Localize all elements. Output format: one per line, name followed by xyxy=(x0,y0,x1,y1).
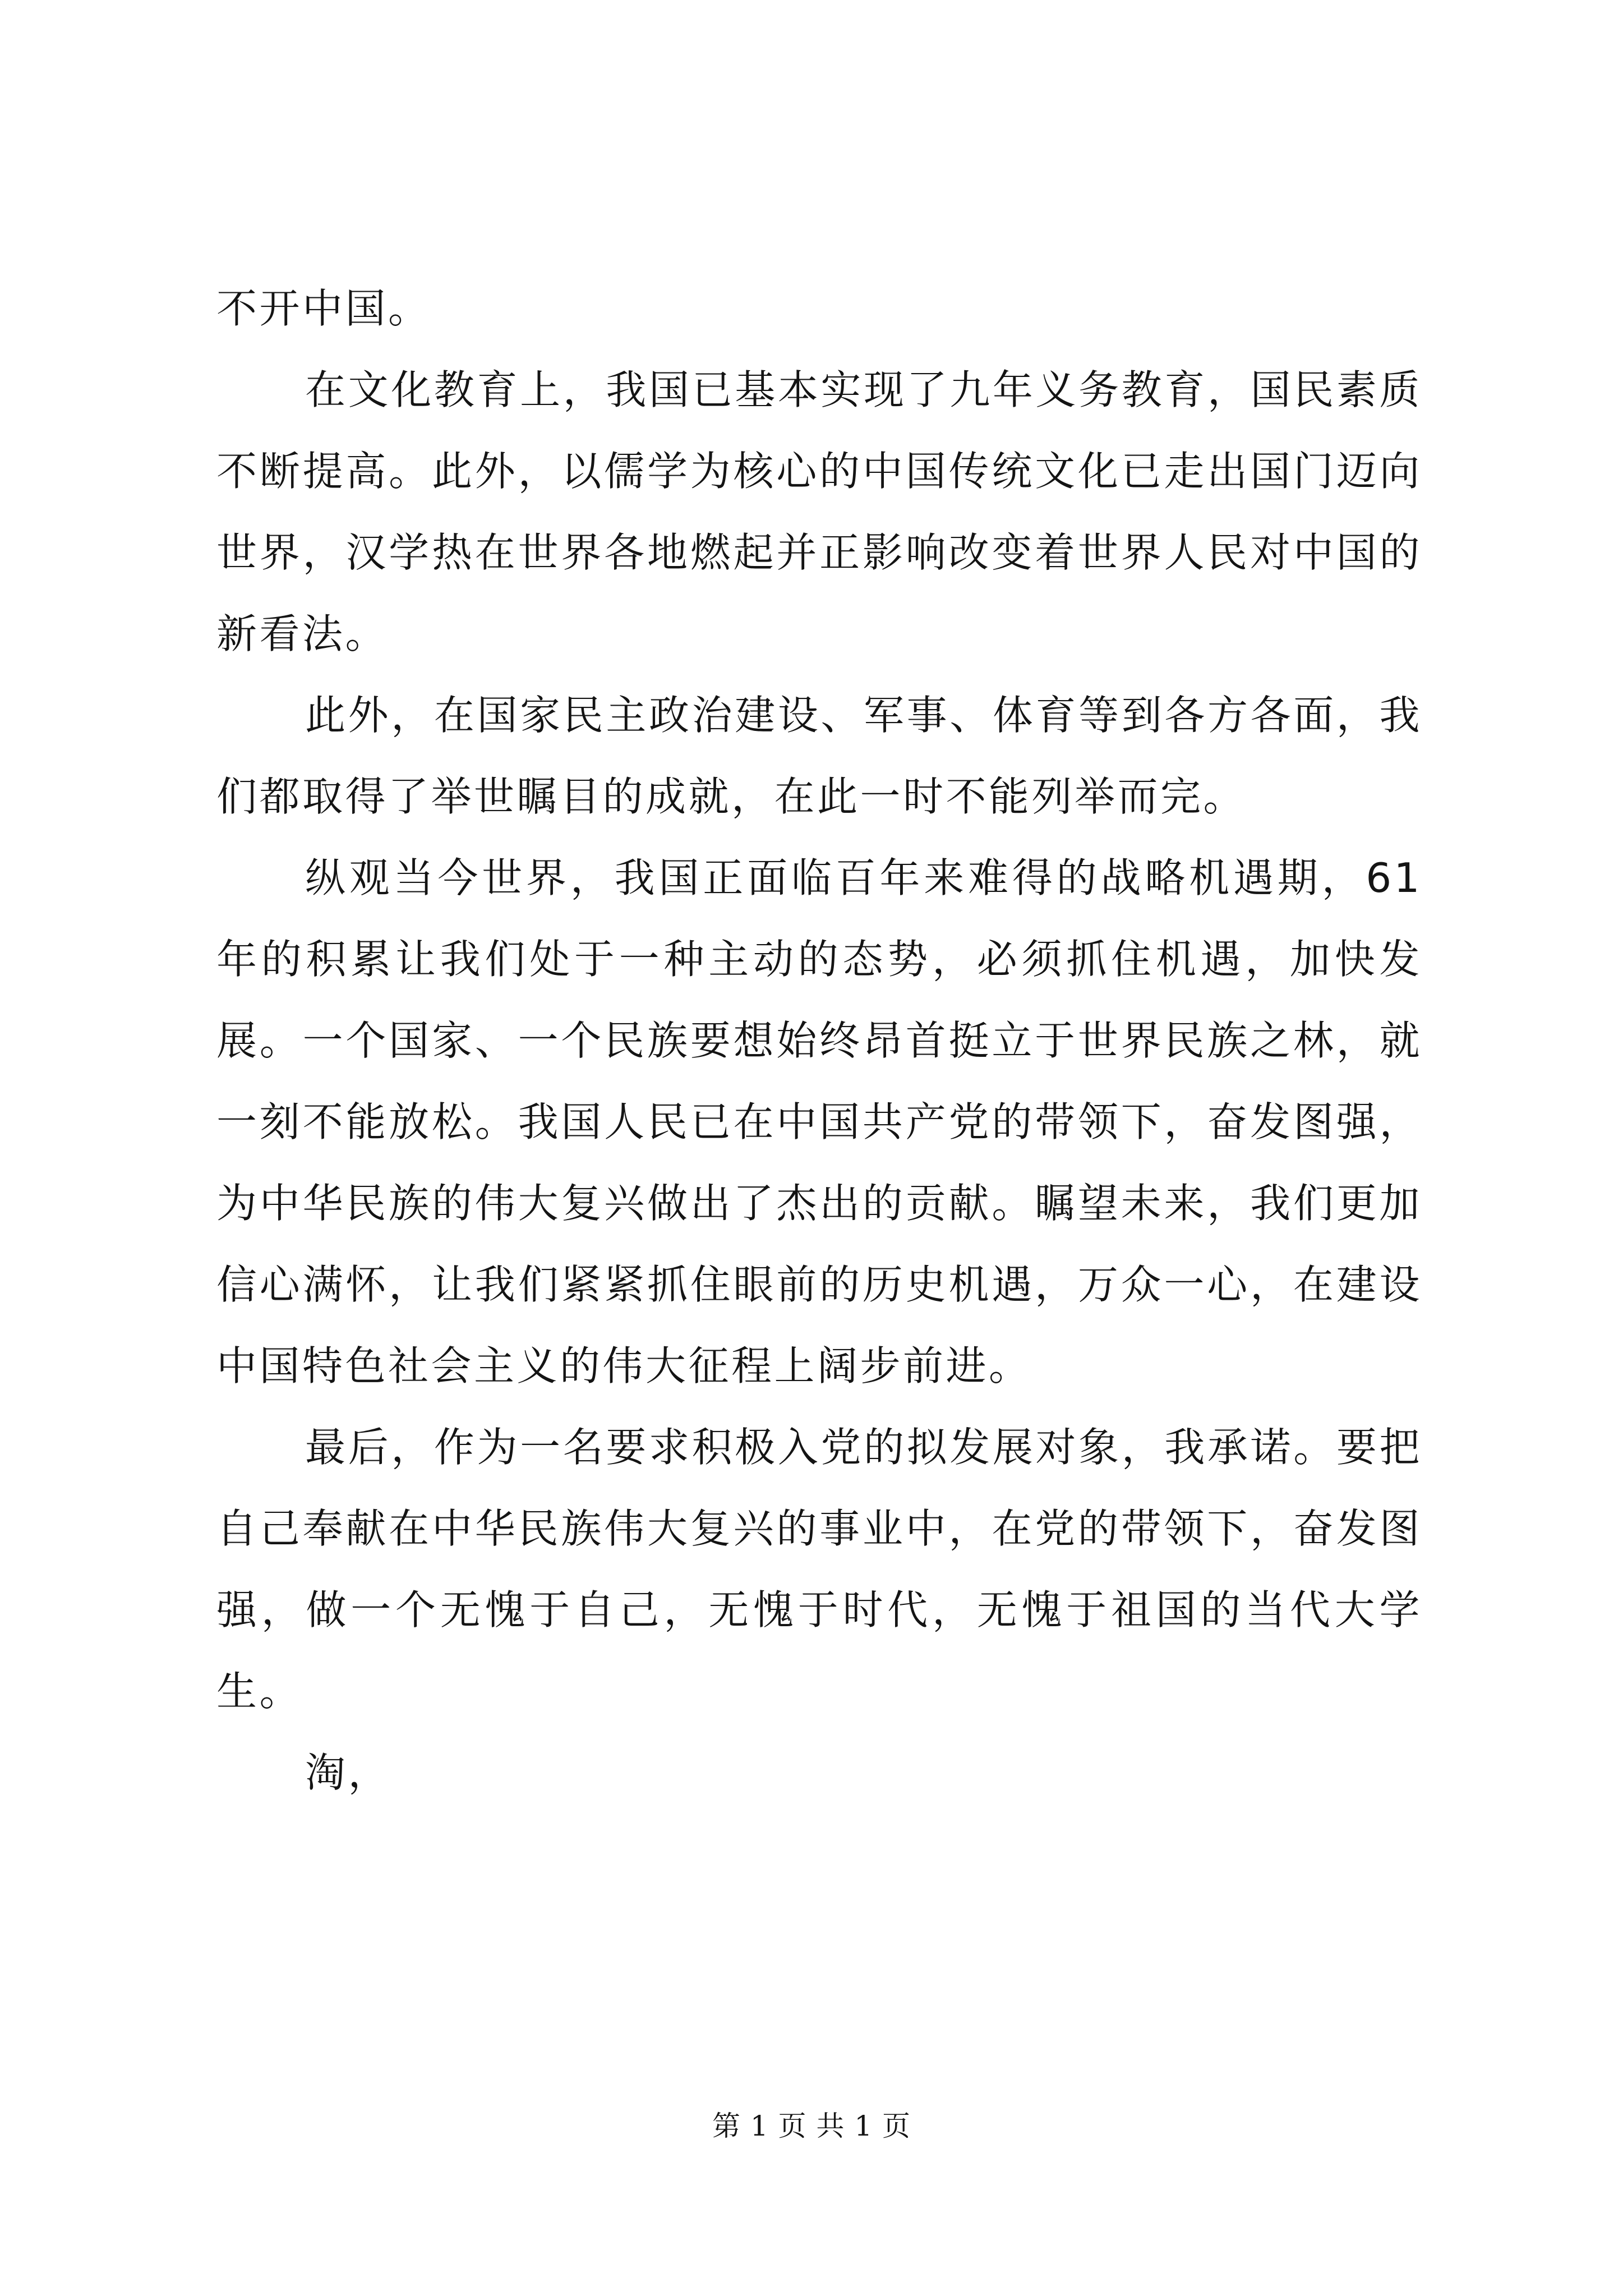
paragraph: 淘， xyxy=(305,1749,391,1796)
paragraph: 此外，在国家民主政治建设、军事、体育等到各方各面，我们都取得了举世瞩目的成就，在此一时不能列举而完。 xyxy=(216,692,1422,820)
paragraph: 纵观当今世界，我国正面临百年来难得的战略机遇期，61年的积累让我们处于一种主动的态势，必须抓住机遇，加快发展。一个国家、一个民族要想始终昂首挺立于世界民族之林，就一刻不能放松。我国人民已在中国共产党的带领下，奋发图强，为中华民族的伟大复兴做出了杰出的贡献。瞩望未来，我们更加信心满怀，让我们紧紧抓住眼前的历史机遇，万众一心，在建设中国特色社会主义的伟大征程上阔步前进。 xyxy=(216,854,1422,1389)
page-number-footer: 第 1 页 共 1 页 xyxy=(712,2110,911,2142)
paragraph: 不开中国。 xyxy=(216,285,431,332)
paragraph: 在文化教育上，我国已基本实现了九年义务教育，国民素质不断提高。此外，以儒学为核心的中国传统文化已走出国门迈向世界，汉学热在世界各地燃起并正影响改变着世界人民对中国的新看法。 xyxy=(216,366,1422,657)
paragraph: 最后，作为一名要求积极入党的拟发展对象，我承诺。要把自己奉献在中华民族伟大复兴的事业中，在党的带领下，奋发图强，做一个无愧于自己，无愧于时代，无愧于祖国的当代大学生。 xyxy=(216,1424,1422,1715)
document-body xyxy=(216,268,1422,1814)
